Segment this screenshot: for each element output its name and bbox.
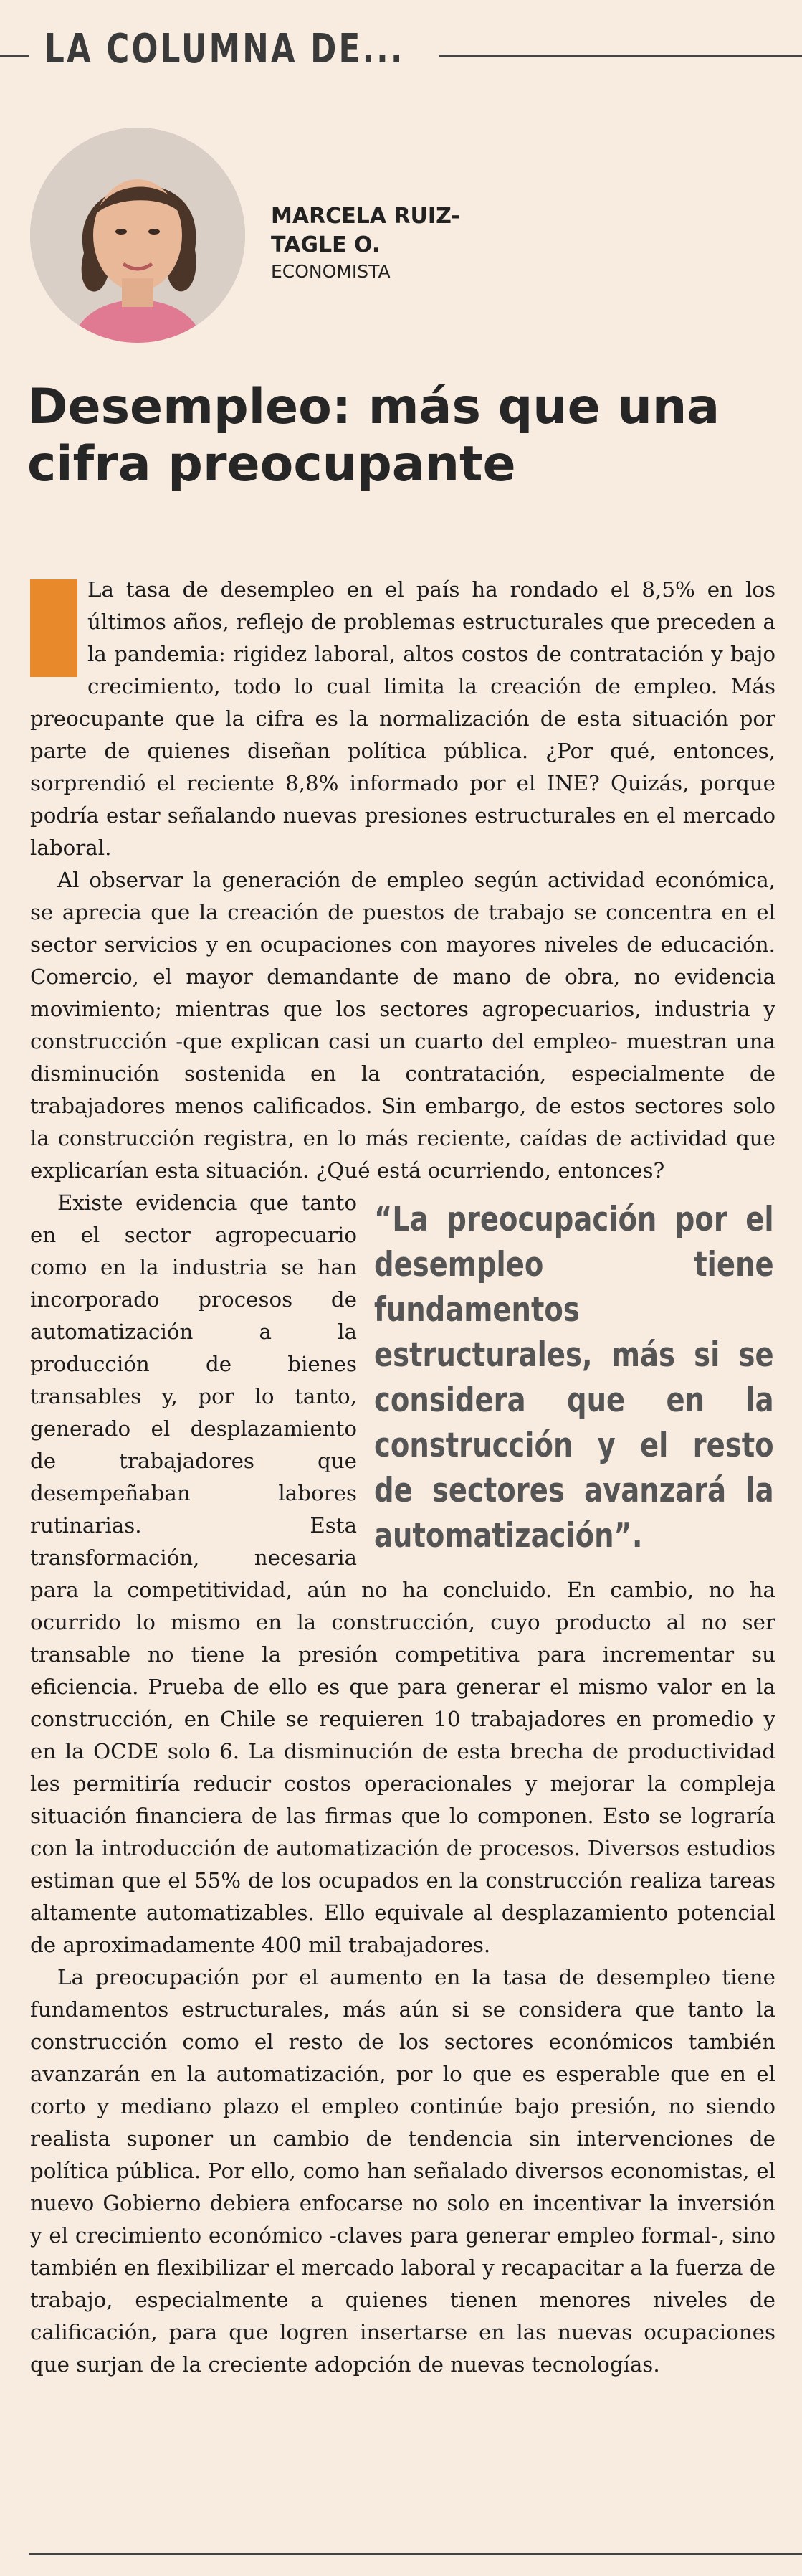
article-headline: Desempleo: más que una cifra preocupante [27, 379, 720, 493]
article-paragraph: Existe evidencia que tanto en el sector agropecuario como en la industria se han incorporado procesos de automatización a la producción de bienes transables y, por lo tanto, generado el desplazamiento de trabajadores que desempeñaban labores rutinarias. Esta transformación, necesaria para la competitividad, aún no ha concluido. En cambio, no ha ocurrido lo mismo en la construcción, cuyo producto al no ser transable no tiene la presión competitiva para incrementar su eficiencia. Prueba de ello es que para generar el mismo valor en la construcción, en Chile se requieren 10 trabajadores en promedio y en la OCDE solo 6. La disminución de esta brecha de productividad les permitiría reducir costos operacionales y mejorar la compleja situación financiera de las firmas que lo componen. Esto se lograría con la introducción de automatización de procesos. Diversos estudios estiman que el 55% de los ocupados en la construcción realiza tareas altamente automatizables. Ello equivale al desplazamiento potencial de aproximadamente 400 mil trabajadores. [30, 1190, 775, 1957]
section-label: LA COLUMNA DE... [44, 26, 405, 72]
drop-cap-block [30, 579, 77, 677]
footer-rule [29, 2553, 802, 2555]
article-paragraph: La preocupación por el aumento en la tasa de desempleo tiene fundamentos estructurales, más aún si se considera que tanto la construcción como el resto de los sectores económicos también avanzarán en la automatización, por lo que es esperable que en el corto y mediano plazo el empleo continúe bajo presión, no siendo realista suponer un cambio de tendencia sin intervenciones de política pública. Por ello, como han señalado diversos economistas, el nuevo Gobierno debiera enfocarse no solo en incentivar la inversión y el crecimiento económico -claves para generar empleo formal-, sino también en flexibilizar el mercado laboral y recapacitar a la fuerza de trabajo, especialmente a quienes tienen menores niveles de calificación, para que logren insertarse en las nuevas ocupaciones que surjan de la creciente adopción de nuevas tecnologías. [30, 1965, 775, 2377]
pull-quote: “La preocupación por el desempleo tiene fundamentos estructurales, más si se considera que en la construcción y el resto de sectores avanzará la automatización”. [374, 1200, 774, 1555]
author-role: ECONOMISTA [271, 261, 391, 282]
article-paragraph: Al observar la generación de empleo según actividad económica, se aprecia que la creación de puestos de trabajo se concentra en el sector servicios y en ocupaciones con mayores niveles de educación. Comercio, el mayor demandante de mano de obra, no evidencia movimiento; mientras que los sectores agropecuarios, industria y construcción -que explican casi un cuarto del empleo- muestran una disminución sostenida en la contratación, especialmente de trabajadores menos calificados. Sin embargo, de estos sectores solo la construcción registra, en lo más reciente, caídas de actividad que explicarían esta situación. ¿Qué está ocurriendo, entonces? [30, 868, 775, 1183]
article-paragraph: La tasa de desempleo en el país ha rondado el 8,5% en los últimos años, reflejo de problemas estructurales que preceden a la pandemia: rigidez laboral, altos costos de contratación y bajo crecimiento, todo lo cual limita la creación de empleo. Más preocupante que la cifra es la normalización de esta situación por parte de quienes diseñan política pública. ¿Por qué, entonces, sorprendió el reciente 8,8% informado por el INE? Quizás, porque podría estar señalando nuevas presiones estructurales en el mercado laboral. [30, 577, 775, 860]
author-name: MARCELA RUIZ-TAGLE O. [271, 204, 460, 257]
section-header [0, 26, 802, 76]
article-body [30, 574, 775, 2381]
header-rule-right [439, 55, 802, 57]
header-rule-left [0, 55, 29, 57]
author-photo [30, 128, 245, 343]
